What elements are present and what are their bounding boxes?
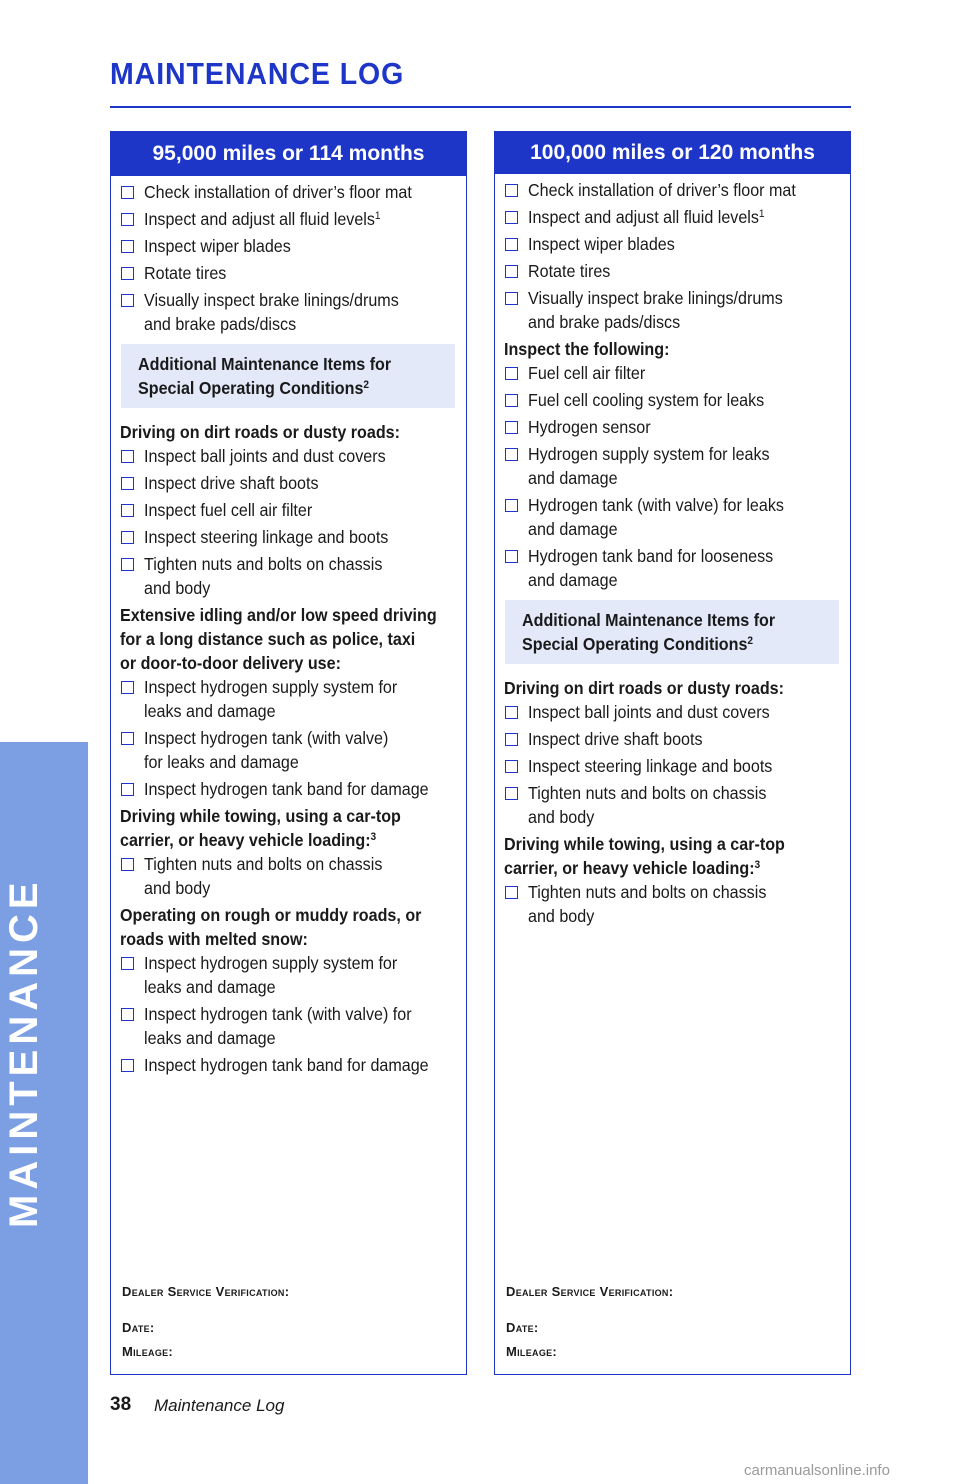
checkbox-icon xyxy=(121,531,134,544)
footnote-ref: 1 xyxy=(374,210,381,222)
checklist-item-label: Hydrogen supply system for leaks and damage xyxy=(528,444,770,488)
footnote-ref: 3 xyxy=(370,831,377,843)
dealer-verification-label: Dealer Service Verification: xyxy=(122,1284,290,1299)
dirt-roads-heading: Driving on dirt roads or dusty roads: xyxy=(120,422,400,442)
checklist-item-label: Hydrogen tank band for looseness and damage xyxy=(528,546,774,590)
page-number: 38 xyxy=(110,1394,132,1415)
dealer-verification-label: Dealer Service Verification: xyxy=(506,1284,674,1299)
checkbox-icon xyxy=(505,448,518,461)
checkbox-icon xyxy=(121,477,134,490)
checklist-item-label: Inspect ball joints and dust covers xyxy=(528,702,770,722)
towing-heading xyxy=(120,804,460,852)
checklist-item-label: Inspect hydrogen tank (with valve) for leaks and damage xyxy=(144,728,389,772)
checkbox-icon xyxy=(121,294,134,307)
checklist-item xyxy=(120,234,457,258)
checkbox-icon xyxy=(121,240,134,253)
checklist-item-label: Inspect steering linkage and boots xyxy=(144,527,389,547)
title-rule xyxy=(110,106,851,108)
checkbox-icon xyxy=(505,394,518,407)
checklist-item xyxy=(120,180,457,204)
additional-items-box xyxy=(121,344,455,408)
checklist-item-label: Inspect hydrogen supply system for leaks and damage xyxy=(144,953,398,997)
checklist-item-label: Inspect hydrogen tank band for damage xyxy=(144,1055,429,1075)
towing-checklist xyxy=(504,880,841,928)
footnote-ref: 1 xyxy=(758,208,765,220)
checklist-item-label: Rotate tires xyxy=(528,261,611,281)
column-header: 100,000 miles or 120 months xyxy=(495,132,850,174)
checklist-item xyxy=(120,777,457,801)
checkbox-icon xyxy=(505,886,518,899)
column-body xyxy=(495,174,850,928)
checklist-item xyxy=(120,1002,457,1050)
checklist-item xyxy=(504,544,841,592)
towing-heading-text: Driving while towing, using a car-top carrier, or heavy vehicle loading: xyxy=(120,806,401,850)
checklist-item xyxy=(120,525,457,549)
idling-checklist xyxy=(120,675,457,801)
checkbox-icon xyxy=(121,1008,134,1021)
checklist-item xyxy=(504,205,841,229)
side-tab-label: MAINTENANCE xyxy=(2,877,46,1228)
checkbox-icon xyxy=(505,292,518,305)
checkbox-icon xyxy=(505,421,518,434)
checklist-item xyxy=(120,207,457,231)
checklist-item-label: Hydrogen sensor xyxy=(528,417,651,437)
checklist-item xyxy=(504,259,841,283)
checklist-item xyxy=(120,471,457,495)
additional-items-title-text: Additional Maintenance Items for Special Operating Conditions xyxy=(522,610,776,654)
checkbox-icon xyxy=(505,265,518,278)
checklist-item-label: Tighten nuts and bolts on chassis and body xyxy=(528,882,767,926)
checklist-item-label: Hydrogen tank (with valve) for leaks and damage xyxy=(528,495,784,539)
log-column-100000 xyxy=(494,131,851,1375)
checklist-item xyxy=(504,700,841,724)
checkbox-icon xyxy=(505,787,518,800)
checklist-item xyxy=(504,178,841,202)
checklist-item xyxy=(120,288,457,336)
watermark: carmanualsonline.info xyxy=(744,1462,890,1479)
checkbox-icon xyxy=(505,367,518,380)
footnote-ref: 3 xyxy=(754,859,761,871)
checkbox-icon xyxy=(505,499,518,512)
checkbox-icon xyxy=(121,783,134,796)
checklist-item xyxy=(504,442,841,490)
idling-heading: Extensive idling and/or low speed driving for a long distance such as police, taxi or door-to-door delivery use: xyxy=(120,605,437,673)
checklist-item-label: Inspect and adjust all fluid levels$^1$ xyxy=(528,207,765,227)
checkbox-icon xyxy=(505,733,518,746)
checklist-item-label: Inspect and adjust all fluid levels$^1$ xyxy=(144,209,381,229)
checklist-item xyxy=(120,1053,457,1077)
additional-items-title xyxy=(138,352,451,400)
checkbox-icon xyxy=(121,213,134,226)
checklist-item xyxy=(120,261,457,285)
mileage-label: Mileage: xyxy=(506,1344,558,1359)
date-label: Date: xyxy=(122,1320,155,1335)
checklist-item-label: Check installation of driver’s floor mat xyxy=(528,180,796,200)
checklist-item xyxy=(120,444,457,468)
checkbox-icon xyxy=(505,706,518,719)
footnote-ref: 2 xyxy=(747,635,754,647)
mileage-label: Mileage: xyxy=(122,1344,174,1359)
checklist-item xyxy=(504,781,841,829)
checkbox-icon xyxy=(505,184,518,197)
footer-section-title: Maintenance Log xyxy=(154,1396,285,1415)
checklist-item-label: Visually inspect brake linings/drums and brake pads/discs xyxy=(144,290,399,334)
checklist-item xyxy=(120,852,457,900)
checkbox-icon xyxy=(505,211,518,224)
checklist-item xyxy=(120,498,457,522)
checkbox-icon xyxy=(121,732,134,745)
checkbox-icon xyxy=(121,186,134,199)
checklist-item-label: Visually inspect brake linings/drums and brake pads/discs xyxy=(528,288,783,332)
page-title: MAINTENANCE LOG xyxy=(110,56,405,91)
checkbox-icon xyxy=(121,681,134,694)
checklist-item xyxy=(504,415,841,439)
checklist-item-label: Inspect wiper blades xyxy=(144,236,291,256)
checkbox-icon xyxy=(121,1059,134,1072)
checkbox-icon xyxy=(121,558,134,571)
checkbox-icon xyxy=(505,238,518,251)
inspect-following-heading: Inspect the following: xyxy=(504,339,670,359)
towing-heading xyxy=(504,832,844,880)
checklist-item-label: Inspect hydrogen tank (with valve) for leaks and damage xyxy=(144,1004,412,1048)
checklist-item xyxy=(504,754,841,778)
checkbox-icon xyxy=(505,760,518,773)
checklist-item-label: Inspect hydrogen tank band for damage xyxy=(144,779,429,799)
rough-roads-heading: Operating on rough or muddy roads, or roads with melted snow: xyxy=(120,905,422,949)
standard-checklist xyxy=(504,178,841,334)
checklist-item-label: Tighten nuts and bolts on chassis and body xyxy=(144,854,383,898)
dirt-roads-heading: Driving on dirt roads or dusty roads: xyxy=(504,678,784,698)
checklist-item xyxy=(504,232,841,256)
dirt-roads-checklist xyxy=(120,444,457,600)
checkbox-icon xyxy=(121,957,134,970)
dirt-roads-checklist xyxy=(504,700,841,829)
standard-checklist xyxy=(120,180,457,336)
checklist-item xyxy=(504,880,841,928)
footnote-ref: 2 xyxy=(363,379,370,391)
checklist-item-label: Fuel cell air filter xyxy=(528,363,646,383)
date-label: Date: xyxy=(506,1320,539,1335)
checkbox-icon xyxy=(121,858,134,871)
checklist-item xyxy=(504,286,841,334)
checkbox-icon xyxy=(505,550,518,563)
checkbox-icon xyxy=(121,267,134,280)
checklist-item-label: Inspect drive shaft boots xyxy=(144,473,319,493)
checklist-item-label: Inspect wiper blades xyxy=(528,234,675,254)
checkbox-icon xyxy=(121,450,134,463)
checklist-item-label: Tighten nuts and bolts on chassis and body xyxy=(528,783,767,827)
checklist-item xyxy=(504,361,841,385)
column-body xyxy=(111,176,466,1077)
checklist-item-label: Inspect hydrogen supply system for leaks and damage xyxy=(144,677,398,721)
checklist-item-label: Check installation of driver’s floor mat xyxy=(144,182,412,202)
log-column-95000 xyxy=(110,131,467,1375)
rough-roads-checklist xyxy=(120,951,457,1077)
additional-items-box xyxy=(505,600,839,664)
checklist-item xyxy=(120,951,457,999)
inspect-following-checklist xyxy=(504,361,841,592)
checklist-item xyxy=(504,727,841,751)
checklist-item xyxy=(504,388,841,412)
additional-items-title-text: Additional Maintenance Items for Special Operating Conditions xyxy=(138,354,392,398)
checklist-item-label: Inspect drive shaft boots xyxy=(528,729,703,749)
checklist-item-label: Tighten nuts and bolts on chassis and body xyxy=(144,554,383,598)
checklist-item-label: Fuel cell cooling system for leaks xyxy=(528,390,765,410)
checklist-item-label: Inspect ball joints and dust covers xyxy=(144,446,386,466)
checklist-item-label: Inspect fuel cell air filter xyxy=(144,500,313,520)
towing-heading-text: Driving while towing, using a car-top carrier, or heavy vehicle loading: xyxy=(504,834,785,878)
checklist-item-label: Inspect steering linkage and boots xyxy=(528,756,773,776)
checklist-item xyxy=(120,675,457,723)
column-header: 95,000 miles or 114 months xyxy=(111,132,466,176)
checkbox-icon xyxy=(121,504,134,517)
checklist-item-label: Rotate tires xyxy=(144,263,227,283)
towing-checklist xyxy=(120,852,457,900)
checklist-item xyxy=(504,493,841,541)
checklist-item xyxy=(120,552,457,600)
additional-items-title xyxy=(522,608,835,656)
checklist-item xyxy=(120,726,457,774)
